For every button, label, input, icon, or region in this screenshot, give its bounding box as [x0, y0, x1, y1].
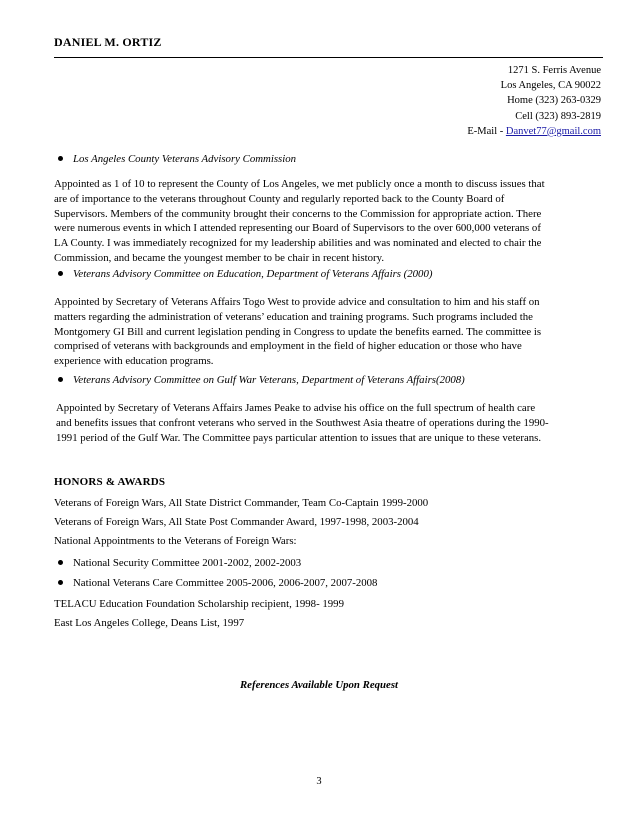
honor-line: Veterans of Foreign Wars, All State Post Commander Award, 1997-1998, 2003-2004: [54, 516, 419, 528]
honor-bullet-text: National Veterans Care Committee 2005-2006, 2006-2007, 2007-2008: [73, 577, 378, 589]
candidate-name: DANIEL M. ORTIZ: [54, 35, 162, 49]
email-label: E-Mail -: [467, 125, 506, 137]
text-line: were numerous events in which I attended representing our Board of Supervisors to the over 600,000 veterans of: [54, 222, 541, 235]
home-phone: Home (323) 263-0329: [507, 95, 601, 107]
text-line: matters regarding the administration of veterans’ education and training programs. Such programs included the: [54, 310, 533, 323]
honor-bullet-text: National Security Committee 2001-2002, 2002-2003: [73, 557, 302, 569]
email-line: [467, 124, 601, 139]
bullet-dot: [58, 271, 63, 276]
text-line: and benefits issues that confront veterans who served in the Southwest Asia theatre of operations during the 1990-: [56, 416, 549, 429]
address-line2: Los Angeles, CA 90022: [500, 80, 601, 92]
commission-3-title: Veterans Advisory Committee on Gulf War Veterans, Department of Veterans Affairs(2008): [73, 374, 465, 386]
bullet-dot: [58, 156, 63, 161]
bullet-dot: [58, 377, 63, 382]
bullet-dot: [58, 580, 63, 585]
text-line: Supervisors. Members of the community brought their concerns to the Commission for appropriate action. There: [54, 207, 542, 220]
commission-1-heading: [54, 153, 296, 165]
commission-2-description: [54, 295, 603, 369]
text-line: experience with education programs.: [54, 355, 214, 368]
commission-2-heading: [54, 268, 432, 280]
text-line: Montgomery GI Bill and current legislation pending in Congress to update the benefits earned. The committee is: [54, 325, 542, 338]
bullet-dot: [58, 560, 63, 565]
commission-1-description: [54, 177, 603, 266]
cell-phone: Cell (323) 893-2819: [515, 110, 601, 122]
text-line: Appointed as 1 of 10 to represent the County of Los Angeles, we met publicly once a month to discuss issues that: [54, 178, 545, 190]
header-divider: [54, 57, 603, 58]
contact-block: [467, 63, 601, 139]
honor-line: East Los Angeles College, Deans List, 1997: [54, 617, 245, 629]
commission-3-heading: [54, 374, 465, 386]
text-line: comprised of veterans with backgrounds and employment in the field of higher education or those who have: [54, 340, 522, 353]
text-line: Appointed by Secretary of Veterans Affairs James Peake to advise his office on the full spectrum of health care: [56, 402, 536, 414]
references-note: References Available Upon Request: [239, 679, 399, 691]
text-line: are of importance to the veterans throughout County and regularly reported back to the County Board of: [54, 192, 505, 205]
text-line: 1991 period of the Gulf War. The Committee pays particular attention to issues that are unique to these veterans.: [56, 431, 542, 444]
commission-2-title: Veterans Advisory Committee on Education, Department of Veterans Affairs (2000): [73, 268, 433, 280]
commission-3-description: [56, 401, 605, 445]
honor-line: National Appointments to the Veterans of Foreign Wars:: [54, 535, 297, 547]
text-line: Commission, and became the youngest member to be chair in recent history.: [54, 251, 385, 264]
commission-1-title: Los Angeles County Veterans Advisory Commission: [73, 153, 297, 165]
honor-line: TELACU Education Foundation Scholarship recipient, 1998- 1999: [54, 598, 344, 610]
text-line: Appointed by Secretary of Veterans Affairs Togo West to provide advice and consultation to him and his staff on: [54, 296, 540, 308]
email-link[interactable]: Danvet77@gmail.com: [505, 125, 601, 137]
honor-bullet: [54, 557, 301, 569]
honors-heading: HONORS & AWARDS: [54, 476, 166, 488]
text-line: LA County. I was immediately recognized for my leadership abilities and was nominated and elected to chair the: [54, 237, 542, 250]
page-number: 3: [316, 776, 322, 787]
honor-bullet: [54, 577, 377, 589]
honor-line: Veterans of Foreign Wars, All State District Commander, Team Co-Captain 1999-2000: [54, 497, 429, 509]
address-line1: 1271 S. Ferris Avenue: [507, 65, 601, 76]
